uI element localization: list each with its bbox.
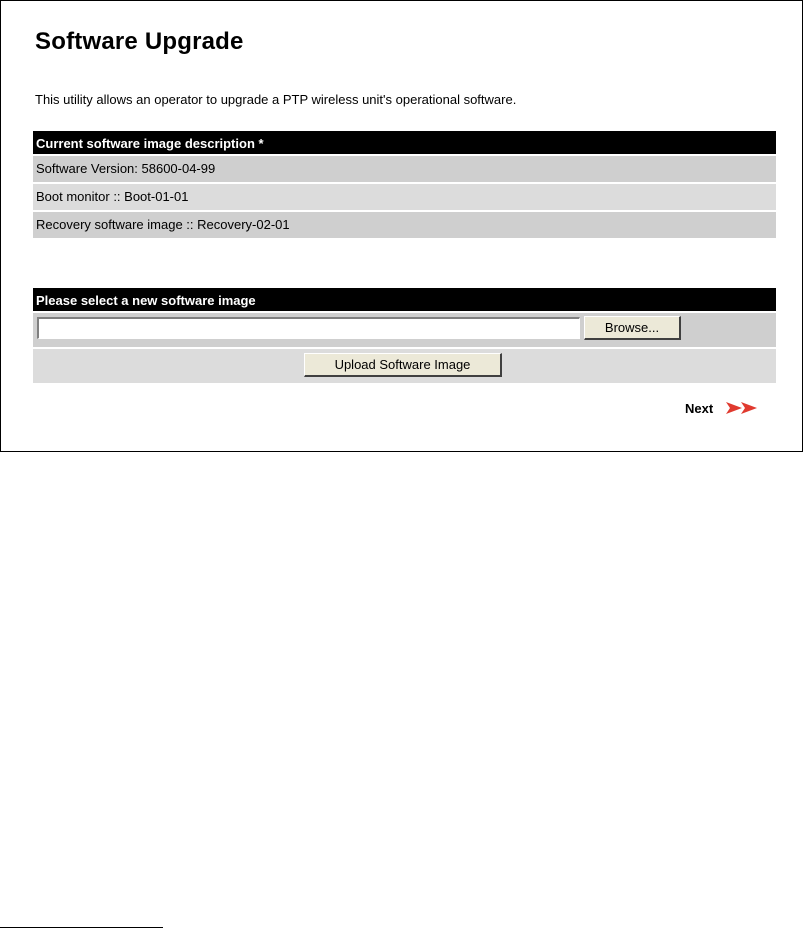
new-software-image-form [33,288,776,385]
recovery-image-row: Recovery software image :: Recovery-02-01 [33,212,776,240]
current-software-image-table [33,131,776,240]
file-select-row [33,313,776,349]
select-image-header: Please select a new software image [33,288,776,313]
software-image-file-input[interactable] [37,317,580,339]
next-link[interactable] [685,400,761,416]
software-version-row: Software Version: 58600-04-99 [33,156,776,184]
footnote-separator [0,927,163,928]
next-label: Next [685,400,714,416]
double-chevron-right-icon [726,400,761,416]
page-title: Software Upgrade [35,28,244,55]
software-upgrade-panel [0,0,803,452]
boot-monitor-row: Boot monitor :: Boot-01-01 [33,184,776,212]
upload-software-image-button[interactable]: Upload Software Image [304,353,502,377]
browse-button[interactable]: Browse... [584,316,681,340]
upload-row [33,349,776,385]
current-image-header: Current software image description * [33,131,776,156]
page-description: This utility allows an operator to upgrade a PTP wireless unit's operational software. [35,92,517,107]
